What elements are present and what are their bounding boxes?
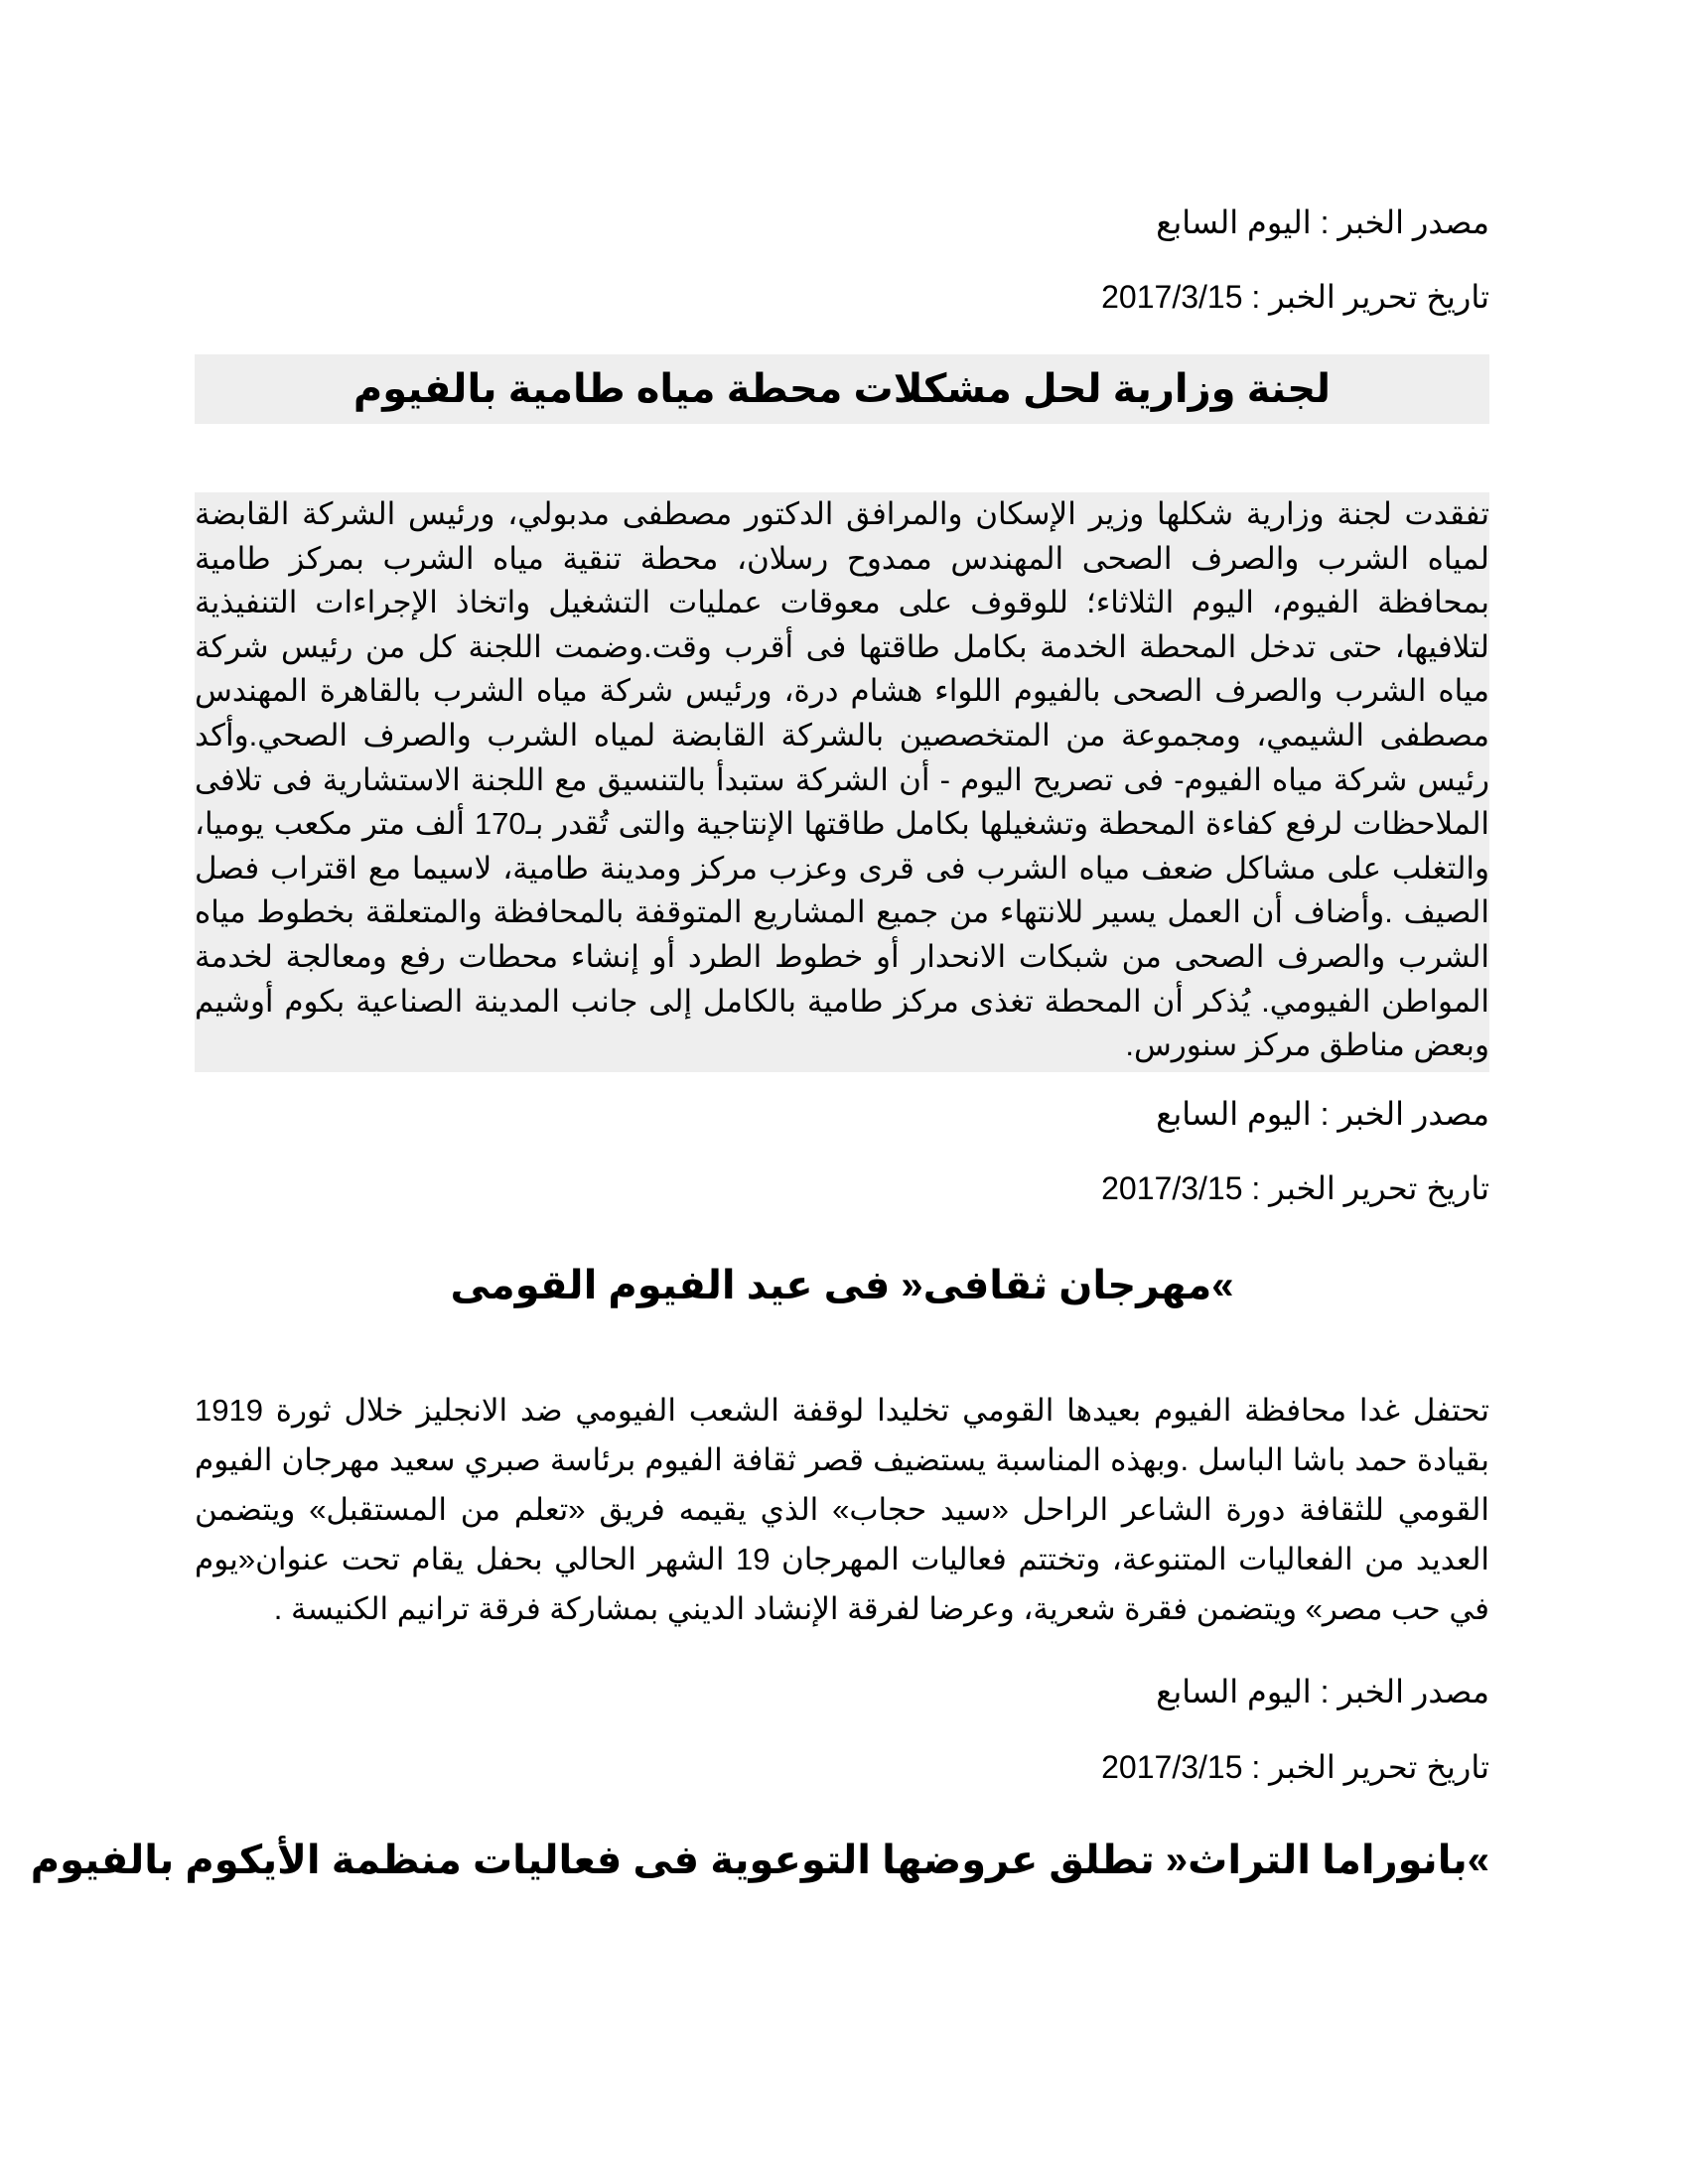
article-2-date: تاريخ تحرير الخبر : 2017/3/15 — [1101, 1170, 1489, 1206]
article-1-title: لجنة وزارية لحل مشكلات محطة مياه طامية بالفيوم — [195, 354, 1489, 424]
article-3-source: مصدر الخبر : اليوم السابع — [1156, 1674, 1489, 1709]
document-page — [30, 0, 1490, 2184]
article-3-date: تاريخ تحرير الخبر : 2017/3/15 — [1101, 1749, 1489, 1785]
article-2-source: مصدر الخبر : اليوم السابع — [1156, 1096, 1489, 1132]
article-2-title: »مهرجان ثقافى« فى عيد الفيوم القومى — [450, 1264, 1234, 1307]
article-1-body: تفقدت لجنة وزارية شكلها وزير الإسكان والمرافق الدكتور مصطفى مدبولي، ورئيس الشركة القابضة لمياه الشرب والصرف الصحى المهندس ممدوح رسلان، محطة تنقية مياه الشرب بمركز طامية بمحافظة الفيوم، اليوم الثلاثاء؛ للوقوف على معوقات عمليات التشغيل واتخاذ الإجراءات التنفيذية لتلافيها، حتى تدخل المحطة الخدمة بكامل طاقتها فى أقرب وقت.وضمت اللجنة كل من رئيس شركة مياه الشرب والصرف الصحى بالفيوم اللواء هشام درة، ورئيس شركة مياه الشرب بالقاهرة المهندس مصطفى الشيمي، ومجموعة من المتخصصين بالشركة القابضة لمياه الشرب والصرف الصحي.وأكد رئيس شركة مياه الفيوم- فى تصريح اليوم - أن الشركة ستبدأ بالتنسيق مع اللجنة الاستشارية فى تلافى الملاحظات لرفع كفاءة المحطة وتشغيلها بكامل طاقتها الإنتاجية والتى تُقدر بـ170 ألف متر مكعب يوميا، والتغلب على مشاكل ضعف مياه الشرب فى قرى وعزب مركز ومدينة طامية، لاسيما مع اقتراب فصل الصيف .وأضاف أن العمل يسير للانتهاء من جميع المشاريع المتوقفة بالمحافظة والمتعلقة بخطوط مياه الشرب والصرف الصحى من شبكات الانحدار أو خطوط الطرد أو إنشاء محطات رفع ومعالجة لخدمة المواطن الفيومي. يُذكر أن المحطة تغذى مركز طامية بالكامل إلى جانب المدينة الصناعية بكوم أوشيم وبعض مناطق مركز سنورس. — [195, 492, 1489, 1072]
article-1-source: مصدر الخبر : اليوم السابع — [1156, 205, 1489, 240]
article-3-title: »بانوراما التراث« تطلق عروضها التوعوية فى فعاليات منظمة الأيكوم بالفيوم — [30, 1839, 1489, 1882]
article-1-date: تاريخ تحرير الخبر : 2017/3/15 — [1101, 279, 1489, 315]
article-2-body: تحتفل غدا محافظة الفيوم بعيدها القومي تخليدا لوقفة الشعب الفيومي ضد الانجليز خلال ثورة 1919 بقيادة حمد باشا الباسل .وبهذه المناسبة يستضيف قصر ثقافة الفيوم برئاسة صبري سعيد مهرجان الفيوم القومي للثقافة دورة الشاعر الراحل «سيد حجاب» الذي يقيمه فريق «تعلم من المستقبل» ويتضمن العديد من الفعاليات المتنوعة، وتختتم فعاليات المهرجان 19 الشهر الحالي بحفل يقام تحت عنوان«يوم في حب مصر» ويتضمن فقرة شعرية، وعرضا لفرقة الإنشاد الديني بمشاركة فرقة ترانيم الكنيسة . — [195, 1393, 1490, 1626]
